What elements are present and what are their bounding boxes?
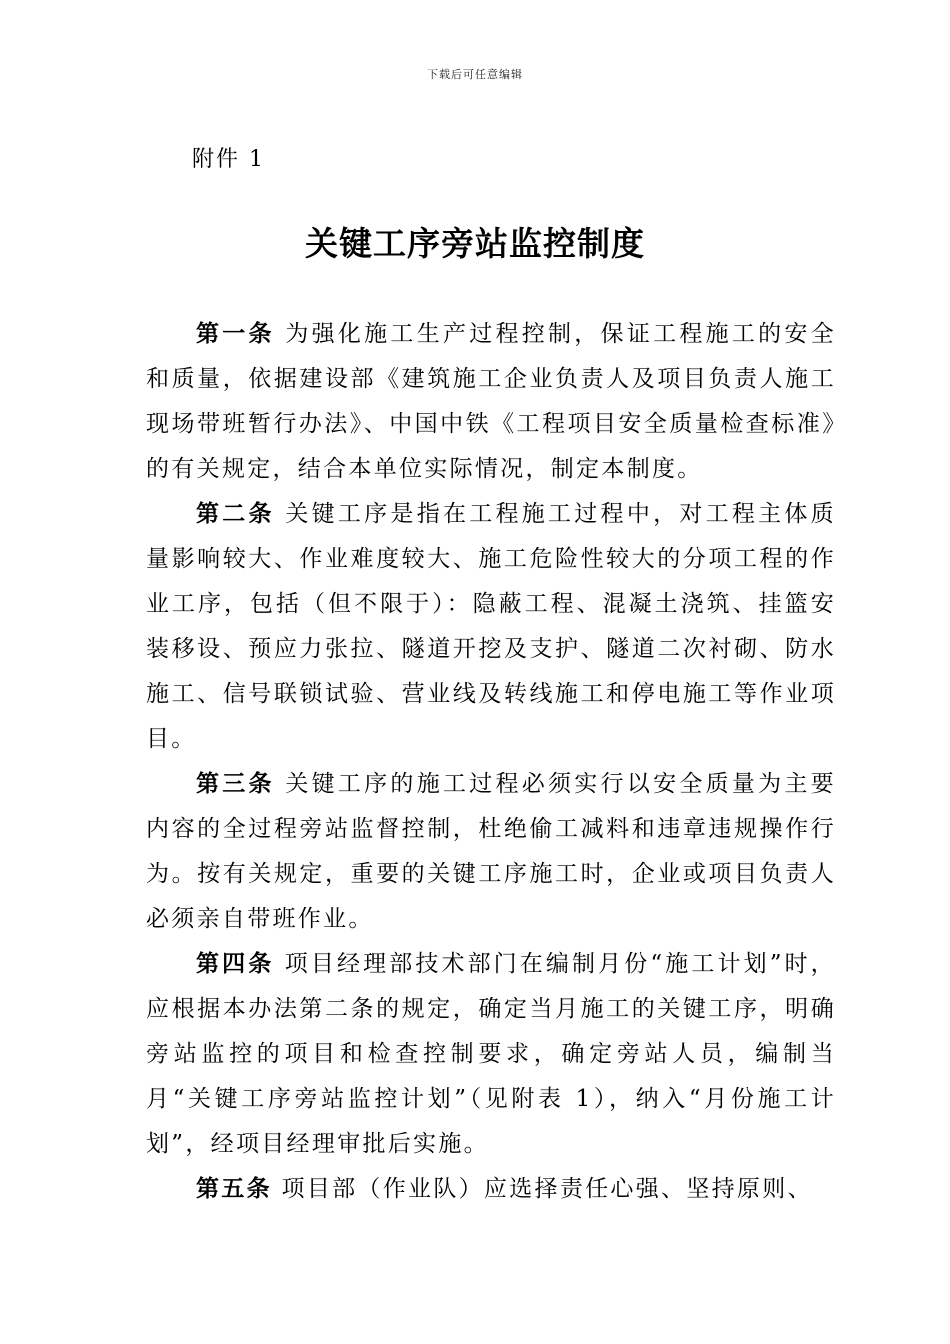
article-number: 第三条 bbox=[196, 771, 275, 797]
page-header: 下载后可任意编辑 bbox=[427, 68, 523, 81]
document-title: 关键工序旁站监控制度 bbox=[305, 224, 645, 263]
document-body bbox=[146, 312, 836, 1212]
attachment-label: 附件 1 bbox=[192, 147, 265, 172]
article-text: 关键工序是指在工程施工过程中，对工程主体质量影响较大、作业难度较大、施工危险性较大的分项工程的作业工序，包括（但不限于）：隐蔽工程、混凝土浇筑、挂篮安装移设、预应力张拉、隧道开挖及支护、隧道二次衬砌、防水施工、信号联锁试验、营业线及转线施工和停电施工等作业项目。 bbox=[146, 501, 836, 752]
article-text: 项目经理部技术部门在编制月份“施工计划”时，应根据本办法第二条的规定，确定当月施工的关键工序，明确旁站监控的项目和检查控制要求，确定旁站人员，编制当月“关键工序旁站监控计划”（见附表 1），纳入“月份施工计划”，经项目经理审批后实施。 bbox=[146, 951, 836, 1157]
article-3 bbox=[146, 762, 836, 942]
article-number: 第五条 bbox=[196, 1176, 272, 1202]
article-number: 第一条 bbox=[196, 321, 275, 347]
article-1 bbox=[146, 312, 836, 492]
article-text: 项目部（作业队）应选择责任心强、坚持原则、 bbox=[271, 1176, 813, 1202]
article-text: 关键工序的施工过程必须实行以安全质量为主要内容的全过程旁站监督控制，杜绝偷工减料和违章违规操作行为。按有关规定，重要的关键工序施工时，企业或项目负责人必须亲自带班作业。 bbox=[146, 771, 836, 932]
article-2 bbox=[146, 492, 836, 762]
article-number: 第二条 bbox=[196, 501, 275, 527]
article-number: 第四条 bbox=[196, 951, 275, 977]
article-text: 为强化施工生产过程控制，保证工程施工的安全和质量，依据建设部《建筑施工企业负责人及项目负责人施工现场带班暂行办法》、中国中铁《工程项目安全质量检查标准》的有关规定，结合本单位实际情况，制定本制度。 bbox=[146, 321, 836, 482]
article-4 bbox=[146, 942, 836, 1167]
article-5 bbox=[146, 1167, 836, 1212]
